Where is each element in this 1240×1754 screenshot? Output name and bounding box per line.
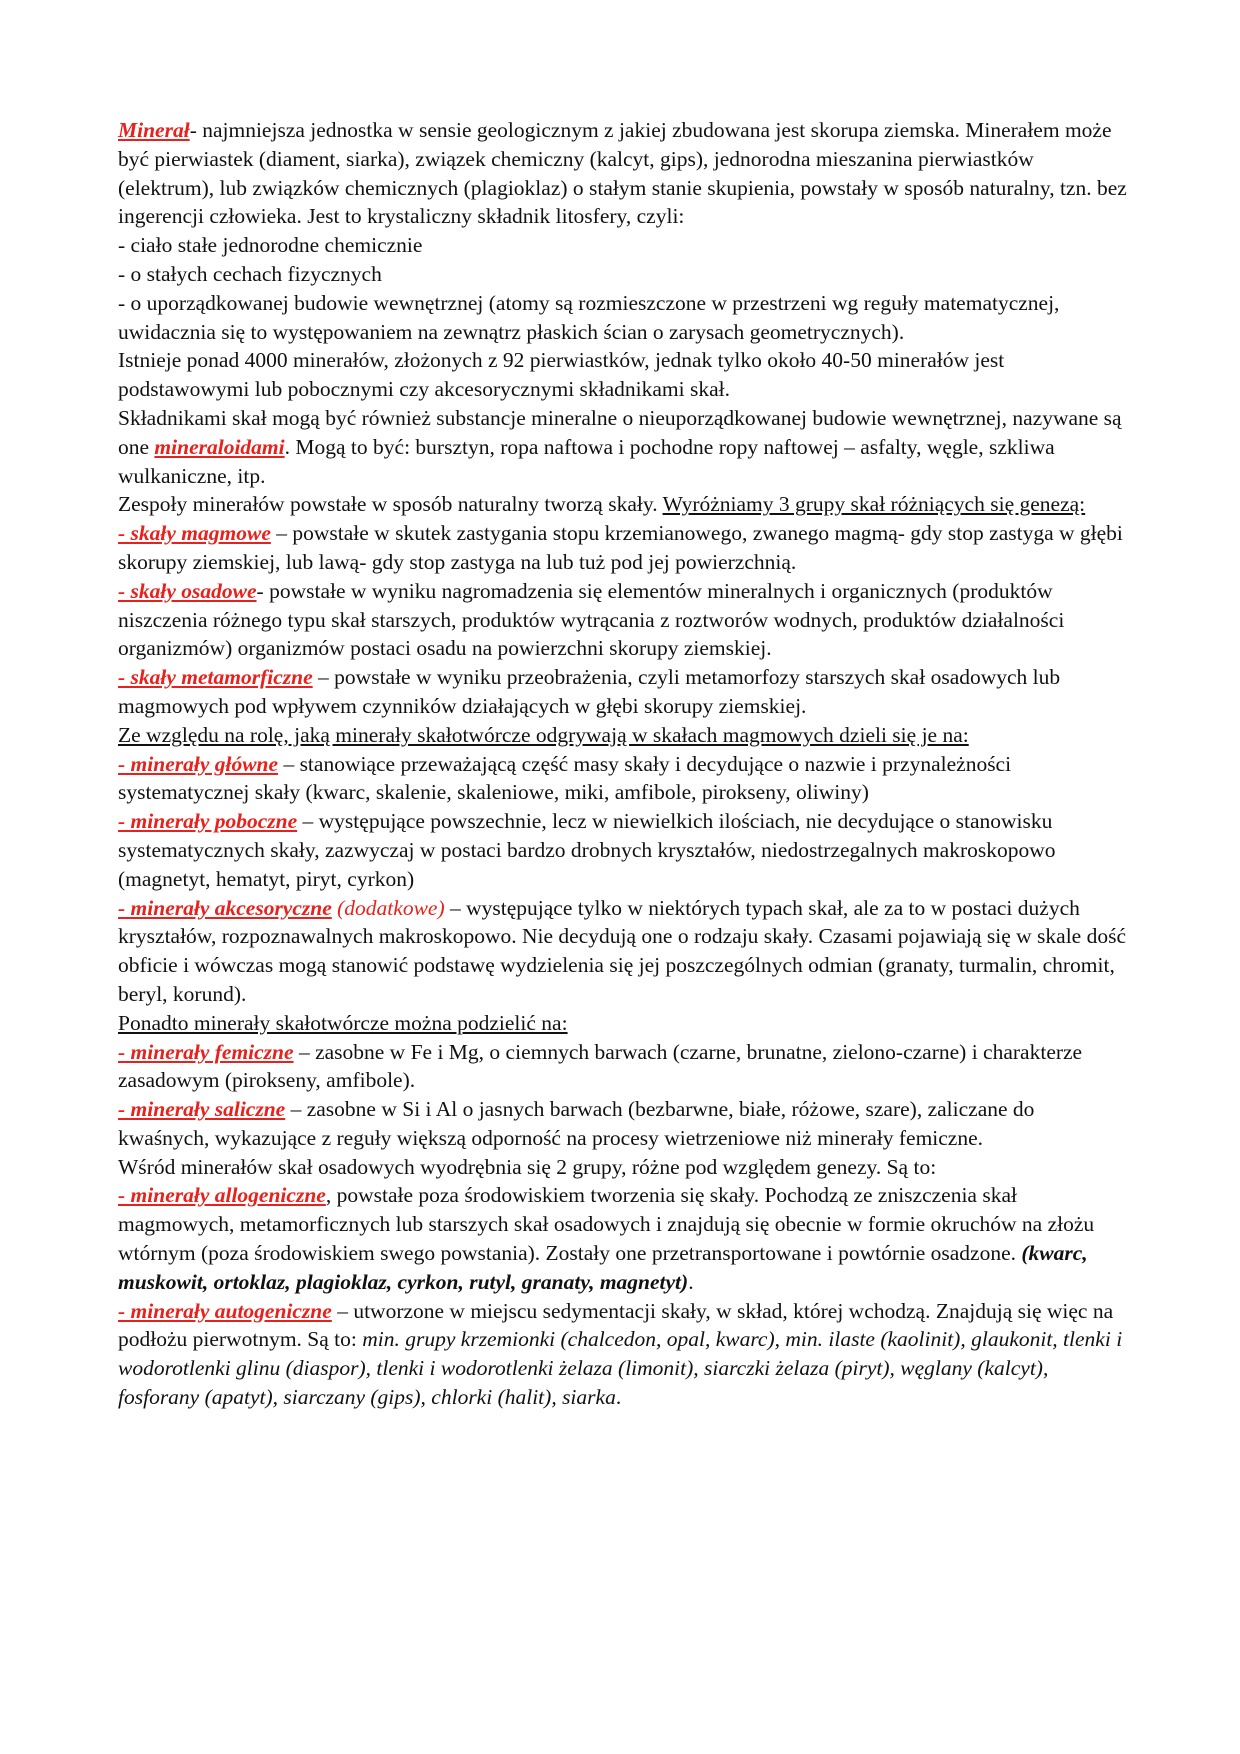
list-item: - o stałych cechach fizycznych (118, 261, 382, 286)
paragraph-mineraloids (118, 404, 1128, 490)
description: – zasobne w Fe i Mg, o ciemnych barwach (czarne, brunatne, zielono-czarne) i charakterze zasadowym (pirokseny, amfibole). (118, 1039, 1083, 1093)
term-magmatic-rocks: - skały magmowe (118, 521, 271, 546)
description: – powstałe w skutek zastygania stopu krzemianowego, zwanego magmą- gdy stop zastyga w głębi skorupy ziemskiej, lub lawą- gdy stop zastyga na lub tuż pod jej powierzchnią. (118, 521, 1123, 574)
paragraph-mineral-definition (118, 116, 1128, 231)
term-mineral: Minerał (118, 118, 190, 142)
document-page (118, 116, 1128, 1412)
list-item: - ciało stałe jednorodne chemicznie (118, 233, 423, 258)
description: , powstałe poza środowiskiem tworzenia się skały. Pochodzą ze zniszczenia skał magmowych, metamorficznych lub starszych skał osadowych i znajdują się obecnie w formie okruchów na złożu wtórnym (poza środowiskiem swego powstania). Zostały one przetransportowane i powtórnie osadzone. (118, 1183, 1095, 1266)
accessory-note: (dodatkowe) (331, 895, 445, 920)
term-accessory-minerals: - minerały akcesoryczne (118, 895, 332, 920)
role-heading: Ze względu na rolę, jaką minerały skałotwórcze odgrywają w skałach magmowych dzieli się je na: (118, 722, 969, 747)
mineral-division-item (118, 1038, 1128, 1096)
list-item: - o uporządkowanej budowie wewnętrznej (atomy są rozmieszczone w przestrzeni wg reguły matematycznej, uwidacznia się to występowaniem na zewnątrz płaskich ścian o zarysach geometrycznych). (118, 290, 1060, 344)
mineral-division-item (118, 1095, 1128, 1153)
term-metamorphic-rocks: - skały metamorficzne (118, 665, 313, 690)
allogenic-item (118, 1181, 1128, 1296)
text: Zespoły minerałów powstałe w sposób naturalny tworzą skały. (118, 492, 663, 517)
term-sedimentary-rocks: - skały osadowe (118, 578, 257, 603)
mineral-role-item (118, 894, 1128, 1009)
division-heading: Ponadto minerały skałotwórcze można podzielić na: (118, 1010, 568, 1035)
paragraph-sedimentary-minerals: Wśród minerałów skał osadowych wyodrębnia się 2 grupy, różne pod względem genezy. Są to: (118, 1154, 937, 1179)
description: - powstałe w wyniku nagromadzenia się elementów mineralnych i organicznych (produktów niszczenia różnego typu skał starszych, produktów wytrącania z roztworów wodnych, produktów działalności organizmów) organizmów postaci osadu na powierzchni skorupy ziemskiej. (118, 578, 1065, 661)
paragraph-rocks-intro (118, 490, 1128, 519)
authigenic-item (118, 1297, 1128, 1412)
term-allogenic-minerals: - minerały allogeniczne (118, 1183, 326, 1208)
term-authigenic-minerals: - minerały autogeniczne (118, 1298, 332, 1323)
description: – utworzone w miejscu sedymentacji skały, w skład, której wchodzą. Znajdują się więc na podłożu pierwotnym. Są to: (118, 1298, 1114, 1352)
mineral-role-item (118, 807, 1128, 893)
term-main-minerals: - minerały główne (118, 751, 279, 776)
term-femic-minerals: - minerały femiczne (118, 1039, 294, 1064)
rock-type-item (118, 577, 1128, 663)
rock-groups-heading: Wyróżniamy 3 grupy skał różniących się genezą: (662, 492, 1086, 517)
text: . Mogą to być: bursztyn, ropa naftowa i pochodne ropy naftowej – asfalty, węgle, szkliwa wulkaniczne, itp. (118, 434, 1055, 488)
text: Składnikami skał mogą być również substancje mineralne o nieuporządkowanej budowie wewnętrznej, nazywane są one (118, 405, 1122, 459)
rock-type-item (118, 663, 1128, 721)
period: . (615, 1385, 622, 1410)
description: – stanowiące przeważającą część masy skały i decydujące o nazwie i przynależności systematycznej skały (kwarc, skalenie, skaleniowe, miki, amfibole, pirokseny, oliwiny) (118, 751, 1012, 805)
description: – zasobne w Si i Al o jasnych barwach (bezbarwne, białe, różowe, szare), zaliczane do kwaśnych, wykazujące z reguły większą odporność na procesy wietrzeniowe niż minerały femiczne. (118, 1097, 1035, 1150)
mineral-role-item (118, 750, 1128, 808)
term-mineraloids: mineraloidami (154, 434, 285, 459)
description: – występujące powszechnie, lecz w niewielkich ilościach, nie decydujące o stanowisku systematycznych skały, zazwyczaj w postaci bardzo drobnych kryształów, niedostrzegalnych makroskopowo (magnetyt, hematyt, piryt, cyrkon) (118, 809, 1056, 891)
term-salic-minerals: - minerały saliczne (118, 1097, 286, 1122)
term-side-minerals: - minerały poboczne (118, 809, 298, 834)
authigenic-examples: min. grupy krzemionki (chalcedon, opal, kwarc), min. ilaste (kaolinit), glaukonit, tlenki i wodorotlenki glinu (diaspor), tlenki i wodorotlenki żelaza (limonit), siarczki żelaza (piryt), węglany (kalcyt), fosforany (apatyt), siarczany (gips), chlorki (halit), siarka (118, 1327, 1123, 1410)
paragraph-mineral-count: Istnieje ponad 4000 minerałów, złożonych z 92 pierwiastków, jednak tylko około 40-50 minerałów jest podstawowymi lub pobocznymi czy akcesorycznymi składnikami skał. (118, 348, 1005, 402)
definition-text: - najmniejsza jednostka w sensie geologicznym z jakiej zbudowana jest skorupa ziemska. Minerałem może być pierwiastek (diament, siarka), związek chemiczny (kalcyt, gips), jednorodna mieszanina pierwiastków (elektrum), lub związków chemicznych (plagioklaz) o stałym stanie skupienia, powstały w sposób naturalny, tzn. bez ingerencji człowieka. Jest to krystaliczny składnik litosfery, czyli: (118, 118, 1127, 229)
allogenic-examples: (kwarc, muskowit, ortoklaz, plagioklaz, cyrkon, rutyl, granaty, magnetyt) (118, 1241, 1088, 1294)
description: – występujące tylko w niektórych typach skał, ale za to w postaci dużych kryształów, rozpoznawalnych makroskopowo. Nie decydują one o rodzaju skały. Czasami pojawiają się w skale dość obficie i wówczas mogą stanowić podstawę wydzielenia się jej poszczególnych odmian (granaty, turmalin, chromit, beryl, korund). (118, 895, 1127, 1006)
description: – powstałe w wyniku przeobrażenia, czyli metamorfozy starszych skał osadowych lub magmowych pod wpływem czynników działających w głębi skorupy ziemskiej. (118, 665, 1061, 718)
rock-type-item (118, 519, 1128, 577)
period: . (688, 1269, 694, 1294)
